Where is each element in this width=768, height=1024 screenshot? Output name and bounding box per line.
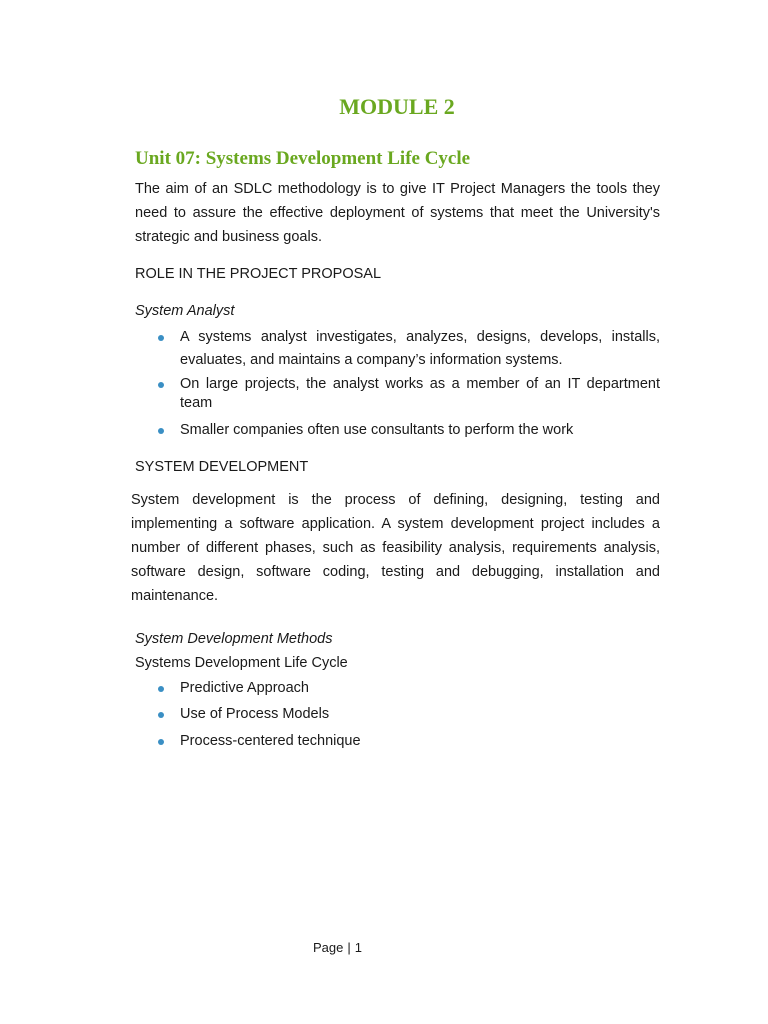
page-footer (313, 940, 362, 955)
footer-separator: | (347, 940, 351, 955)
footer-page-number: 1 (354, 940, 362, 955)
role-heading: ROLE IN THE PROJECT PROPOSAL (135, 266, 382, 282)
list-item (135, 421, 660, 440)
list-item-text: Smaller companies often use consultants to perform the work (180, 422, 574, 438)
bullet-icon (158, 428, 164, 434)
analyst-heading: System Analyst (135, 303, 235, 319)
sysdev-paragraph: System development is the process of defining, designing, testing and implementing a software application. A system development project includes a number of different phases, such as feasibility analysis, requirements analysis, software design, software coding, testing and debugging, installation and maintenance. (131, 492, 660, 604)
list-item-text: Predictive Approach (180, 680, 309, 696)
list-item-text: On large projects, the analyst works as a member of an IT department team (180, 376, 660, 411)
analyst-bullet-list (135, 326, 660, 440)
list-item (135, 679, 660, 698)
bullet-icon (158, 382, 164, 388)
list-item (135, 326, 660, 372)
methods-heading: System Development Methods (135, 631, 333, 647)
module-title: MODULE 2 (339, 94, 455, 119)
methods-subheading: Systems Development Life Cycle (135, 655, 348, 671)
bullet-icon (158, 686, 164, 692)
bullet-icon (158, 335, 164, 341)
list-item-text: Process-centered technique (180, 733, 361, 749)
footer-page-label: Page (313, 940, 344, 955)
bullet-icon (158, 739, 164, 745)
bullet-icon (158, 712, 164, 718)
intro-paragraph: The aim of an SDLC methodology is to give IT Project Managers the tools they need to assure the effective deployment of systems that meet the University's strategic and business goals. (135, 181, 660, 245)
sysdev-heading: SYSTEM DEVELOPMENT (135, 459, 309, 475)
list-item (135, 375, 660, 413)
list-item (135, 705, 660, 724)
list-item-text: A systems analyst investigates, analyzes, designs, develops, installs, evaluates, and maintains a company’s information systems. (180, 329, 660, 368)
unit-title: Unit 07: Systems Development Life Cycle (135, 148, 471, 169)
methods-bullet-list (135, 679, 660, 751)
list-item-text: Use of Process Models (180, 706, 330, 722)
list-item (135, 732, 660, 751)
